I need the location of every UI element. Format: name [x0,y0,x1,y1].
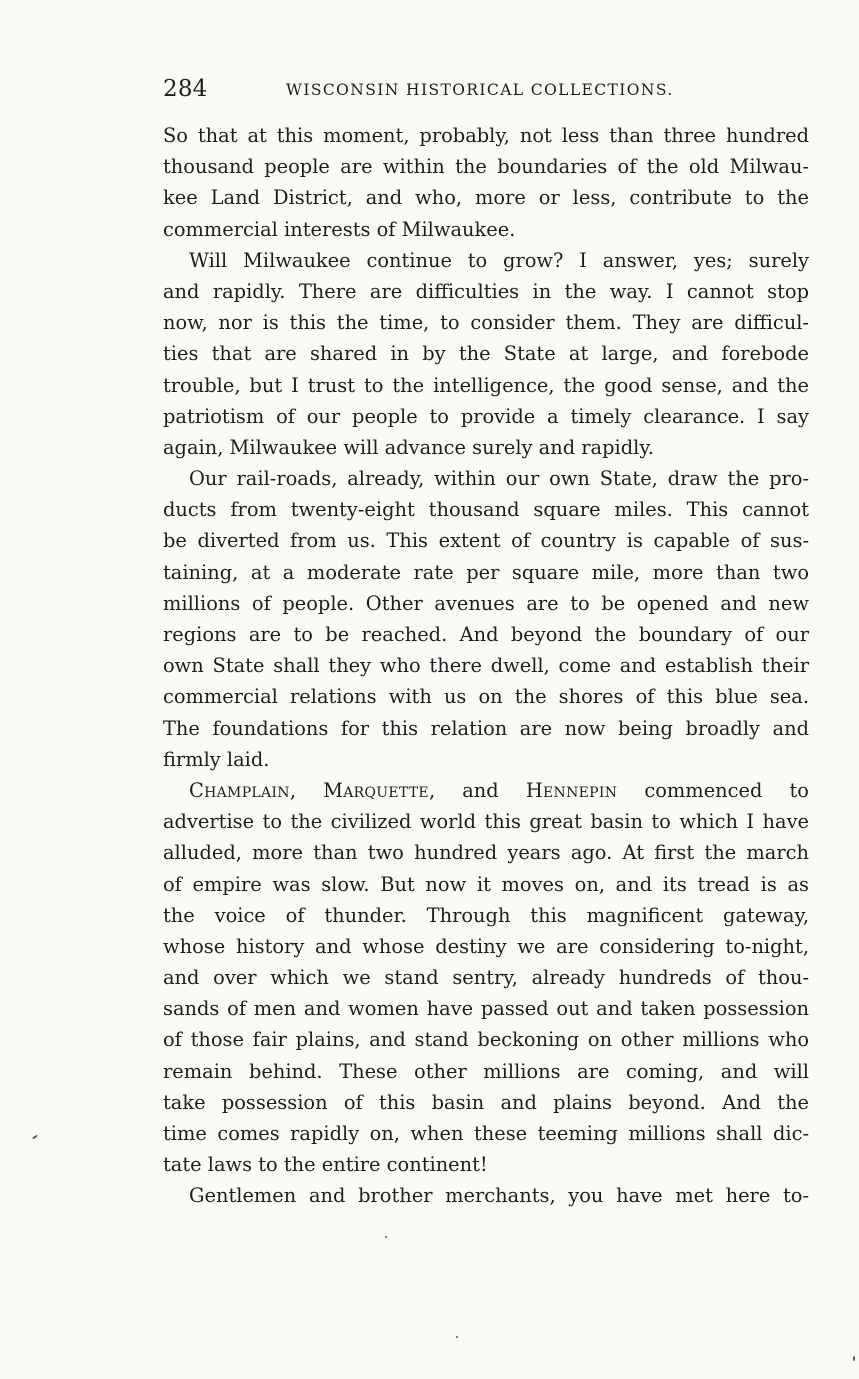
paragraph [163,120,809,245]
text-line: of those fair plains, and stand beckoning on other millions who [163,1028,809,1052]
text-line: taining, at a moderate rate per square mile, more than two [163,560,809,584]
scan-speck [385,1236,387,1238]
line-rest: commenced to [617,778,809,802]
separator: , [289,778,324,802]
text-line: tate laws to the entire continent! [163,1153,488,1177]
text-line: Gentlemen and brother merchants, you have met here to- [189,1184,809,1208]
text-line: now, nor is this the time, to consider them. They are difficul- [163,311,809,335]
paragraph [163,1180,809,1211]
text-line: be diverted from us. This extent of country is capable of sus- [163,529,809,553]
text-line: take possession of this basin and plains beyond. And the [163,1090,809,1114]
text-line: the voice of thunder. Through this magnificent gateway, [163,903,809,927]
text-line: The foundations for this relation are now being broadly and [163,716,809,740]
text-line: Will Milwaukee continue to grow? I answer, yes; surely [189,248,809,272]
text-line: ducts from twenty-eight thousand square miles. This cannot [163,498,809,522]
running-head [163,74,809,108]
name-marquette: Marquette [323,778,429,802]
text-line: ties that are shared in by the State at large, and forebode [163,342,809,366]
body-text [163,120,809,1212]
text-line: and rapidly. There are difficulties in the way. I cannot stop [163,279,809,303]
paragraph [163,775,809,1180]
text-line: thousand people are within the boundaries of the old Milwau- [163,155,809,179]
name-hennepin: Hennepin [525,778,618,802]
name-champlain: Champlain [189,778,290,802]
text-line [163,775,809,806]
paragraph [163,463,809,775]
running-title: WISCONSIN HISTORICAL COLLECTIONS. [286,81,674,99]
page-number: 284 [163,76,208,102]
paragraph [163,245,809,463]
text-line: commercial interests of Milwaukee. [163,217,516,241]
scan-speck [32,1134,38,1139]
text-line: remain behind. These other millions are coming, and will [163,1059,809,1083]
text-line: So that at this moment, probably, not less than three hundred [163,124,809,147]
scan-speck [456,1336,458,1338]
text-line: again, Milwaukee will advance surely and rapidly. [163,435,654,459]
text-line: patriotism of our people to provide a timely clearance. I say [163,404,809,428]
text-line: advertise to the civilized world this great basin to which I have [163,810,809,834]
scan-speck [853,1356,855,1361]
text-line: time comes rapidly on, when these teeming millions shall dic- [163,1122,809,1145]
text-line: regions are to be reached. And beyond the boundary of our [163,623,809,646]
separator: , and [428,778,526,802]
text-line: kee Land District, and who, more or less, contribute to the [163,186,809,210]
text-line: alluded, more than two hundred years ago. At first the march [163,841,809,865]
text-line: of empire was slow. But now it moves on, and its tread is as [163,872,809,896]
text-line: millions of people. Other avenues are to be opened and new [163,591,809,615]
text-line: sands of men and women have passed out and taken possession [163,997,809,1021]
text-line: commercial relations with us on the shores of this blue sea. [163,685,809,709]
text-line: and over which we stand sentry, already hundreds of thou- [163,966,809,990]
text-line: firmly laid. [163,747,270,771]
text-line: own State shall they who there dwell, come and establish their [163,654,809,678]
text-line: trouble, but I trust to the intelligence, the good sense, and the [163,373,809,397]
text-line: whose history and whose destiny we are considering to-night, [163,934,809,958]
text-line: Our rail-roads, already, within our own State, draw the pro- [189,467,809,491]
